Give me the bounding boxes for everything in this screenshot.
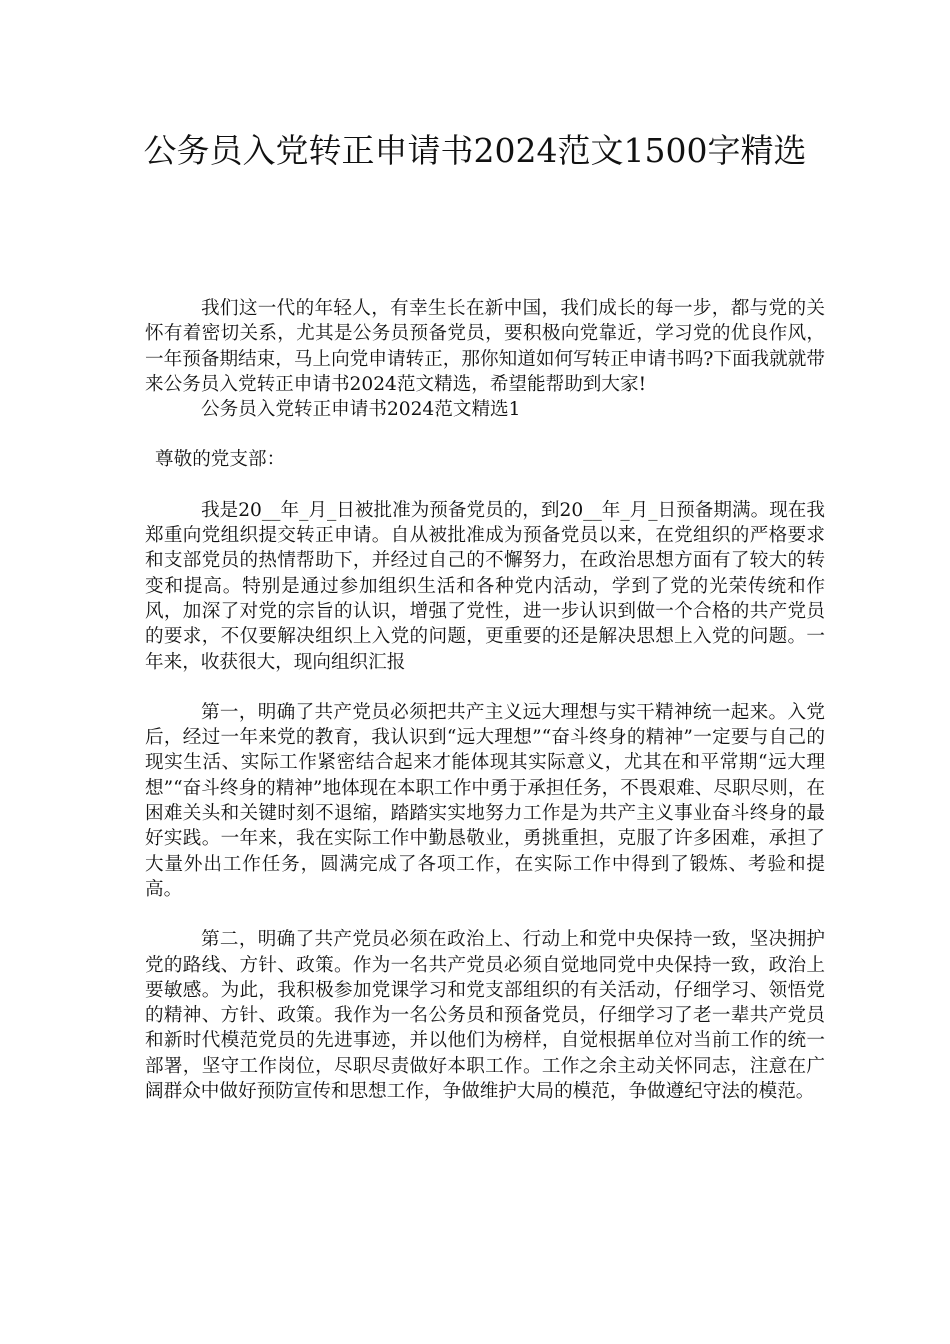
body-paragraph-1: 我是20__年_月_日被批准为预备党员的，到20__年_月_日预备期满。现在我郑重向党组织提交转正申请。自从被批准成为预备党员以来，在党组织的严格要求和支部党员的热情帮助下，并经过自己的不懈努力，在政治思想方面有了较大的转变和提高。特别是通过参加组织生活和各种党内活动，学到了党的光荣传统和作风，加深了对党的宗旨的认识，增强了党性，进一步认识到做一个合格的共产党员的要求，不仅要解决组织上入党的问题，更重要的还是解决思想上入党的问题。一年来，收获很大，现向组织汇报 [145, 499, 825, 673]
document-body [145, 296, 825, 1104]
body-paragraph-3: 第二，明确了共产党员必须在政治上、行动上和党中央保持一致，坚决拥护党的路线、方针、政策。作为一名共产党员必须自觉地同党中央保持一致，政治上要敏感。为此，我积极参加党课学习和党支部组织的有关活动，仔细学习、领悟党的精神、方针、政策。我作为一名公务员和预备党员，仔细学习了老一辈共产党员和新时代模范党员的先进事迹，并以他们为榜样，自觉根据单位对当前工作的统一部署，坚守工作岗位，尽职尽责做好本职工作。工作之余主动关怀同志，注意在广阔群众中做好预防宣传和思想工作，争做维护大局的模范，争做遵纪守法的模范。 [145, 929, 825, 1103]
intro-paragraph: 我们这一代的年轻人，有幸生长在新中国，我们成长的每一步，都与党的关怀有着密切关系，尤其是公务员预备党员，要积极向党靠近，学习党的优良作风，一年预备期结束，马上向党申请转正，那你知道如何写转正申请书吗?下面我就就带来公务员入党转正申请书2024范文精选，希望能帮助到大家! [145, 298, 825, 395]
body-paragraph-2: 第一，明确了共产党员必须把共产主义远大理想与实干精神统一起来。入党后，经过一年来党的教育，我认识到“远大理想”“奋斗终身的精神”一定要与自己的现实生活、实际工作紧密结合起来才能体现其实际意义，尤其在和平常期“远大理想”“奋斗终身的精神”地体现在本职工作中勇于承担任务，不畏艰难、尽职尽则，在困难关头和关键时刻不退缩，踏踏实实地努力工作是为共产主义事业奋斗终身的最好实践。一年来，我在实际工作中勤恳敬业，勇挑重担，克服了许多困难，承担了大量外出工作任务，圆满完成了各项工作，在实际工作中得到了锻炼、考验和提高。 [145, 701, 825, 900]
document-title: 公务员入党转正申请书2024范文1500字精选 [143, 131, 807, 170]
salutation: 尊敬的党支部： [155, 449, 286, 471]
section-heading: 公务员入党转正申请书2024范文精选1 [201, 399, 521, 421]
